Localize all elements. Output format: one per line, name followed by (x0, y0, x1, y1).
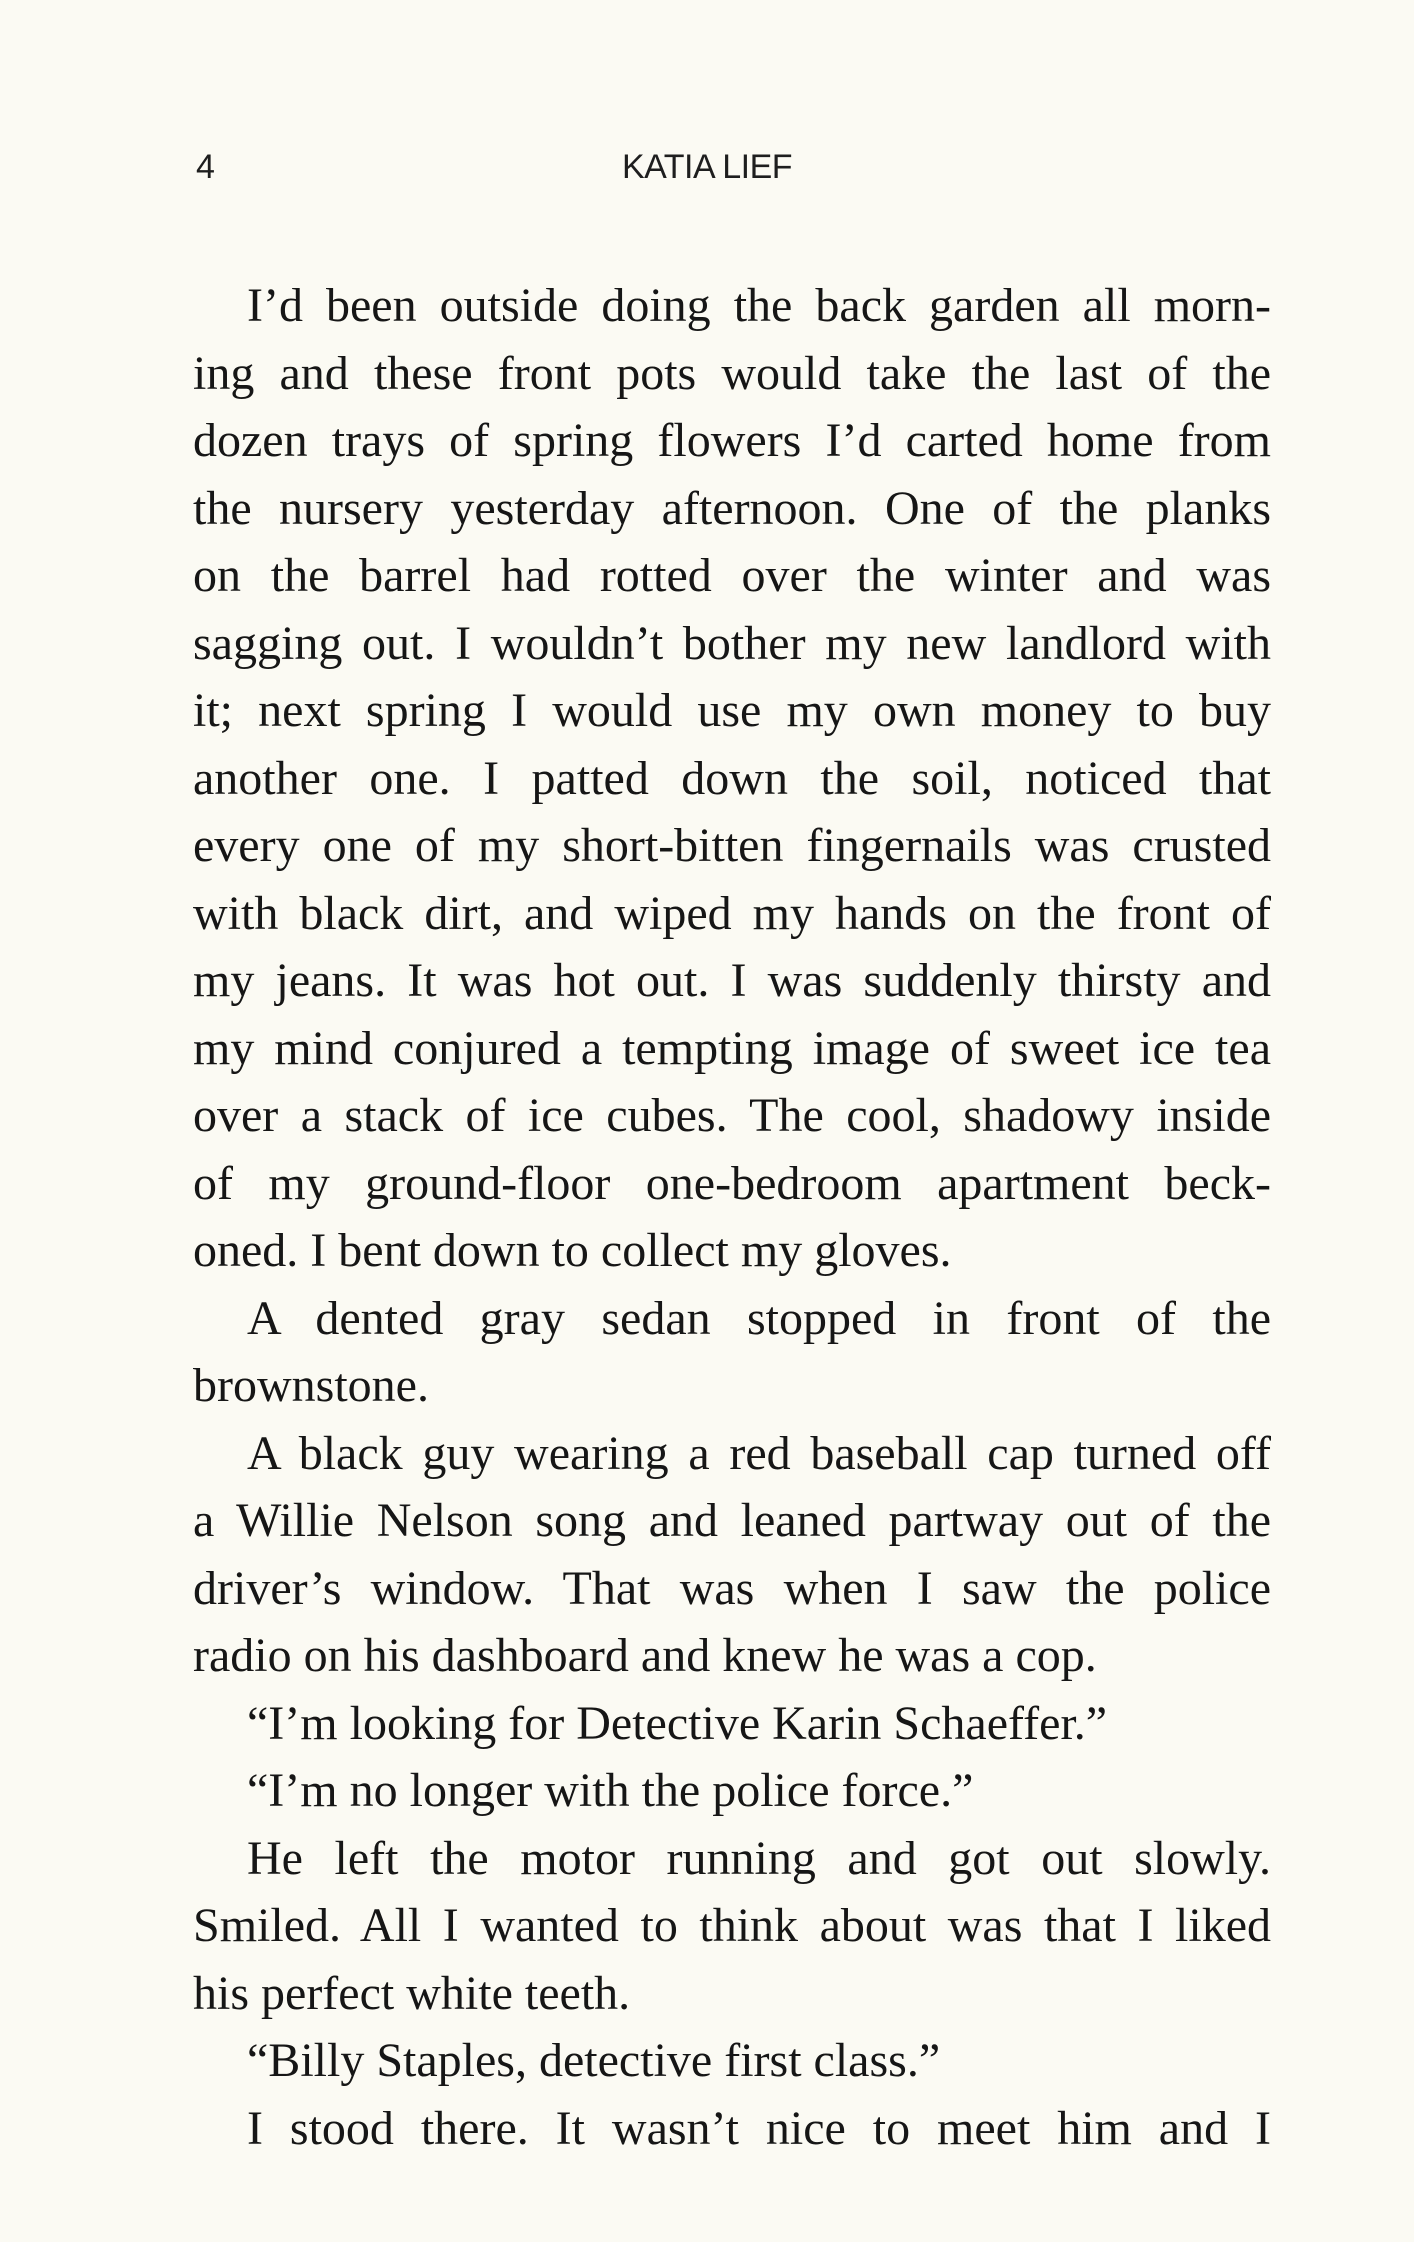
body-text (193, 272, 1271, 2162)
text-line: dozen trays of spring flowers I’d carted home from (193, 414, 1271, 467)
text-line: “I’m looking for Detective Karin Schaeffer.” (247, 1696, 1108, 1750)
text-line: ing and these front pots would take the last of the (193, 346, 1271, 400)
text-line: on the barrel had rotted over the winter and was (193, 549, 1271, 602)
text-line: over a stack of ice cubes. The cool, shadowy inside (193, 1089, 1271, 1142)
text-line: I’d been outside doing the back garden all morn- (247, 279, 1271, 332)
text-line: oned. I bent down to collect my gloves. (193, 1224, 952, 1277)
text-line: “Billy Staples, detective first class.” (247, 2034, 941, 2087)
text-line: a Willie Nelson song and leaned partway out of the (193, 1494, 1271, 1547)
text-line: with black dirt, and wiped my hands on the front of (193, 886, 1271, 940)
text-line: sagging out. I wouldn’t bother my new landlord with (193, 616, 1271, 670)
text-line: of my ground-floor one-bedroom apartment beck- (193, 1156, 1271, 1210)
text-line: A black guy wearing a red baseball cap turned off (247, 1426, 1271, 1480)
text-line: He left the motor running and got out slowly. (247, 1831, 1271, 1885)
running-head: KATIA LIEF (621, 148, 793, 186)
text-line: radio on his dashboard and knew he was a cop. (193, 1629, 1097, 1682)
page-number: 4 (196, 148, 215, 186)
text-line: my jeans. It was hot out. I was suddenly thirsty and (193, 954, 1271, 1007)
text-line: another one. I patted down the soil, noticed that (193, 751, 1271, 805)
text-line: “I’m no longer with the police force.” (247, 1764, 974, 1817)
text-line: every one of my short-bitten fingernails was crusted (193, 819, 1271, 872)
text-line: it; next spring I would use my own money to buy (193, 684, 1271, 737)
text-line: driver’s window. That was when I saw the police (193, 1561, 1271, 1615)
text-line: brownstone. (193, 1359, 429, 1412)
text-line: Smiled. All I wanted to think about was that I liked (193, 1899, 1271, 1952)
text-line: my mind conjured a tempting image of sweet ice tea (193, 1021, 1271, 1075)
text-line: A dented gray sedan stopped in front of the (247, 1291, 1271, 1345)
text-line: his perfect white teeth. (193, 1966, 631, 2020)
text-line: I stood there. It wasn’t nice to meet him and I (247, 2101, 1271, 2155)
text-line: the nursery yesterday afternoon. One of the planks (193, 481, 1271, 535)
